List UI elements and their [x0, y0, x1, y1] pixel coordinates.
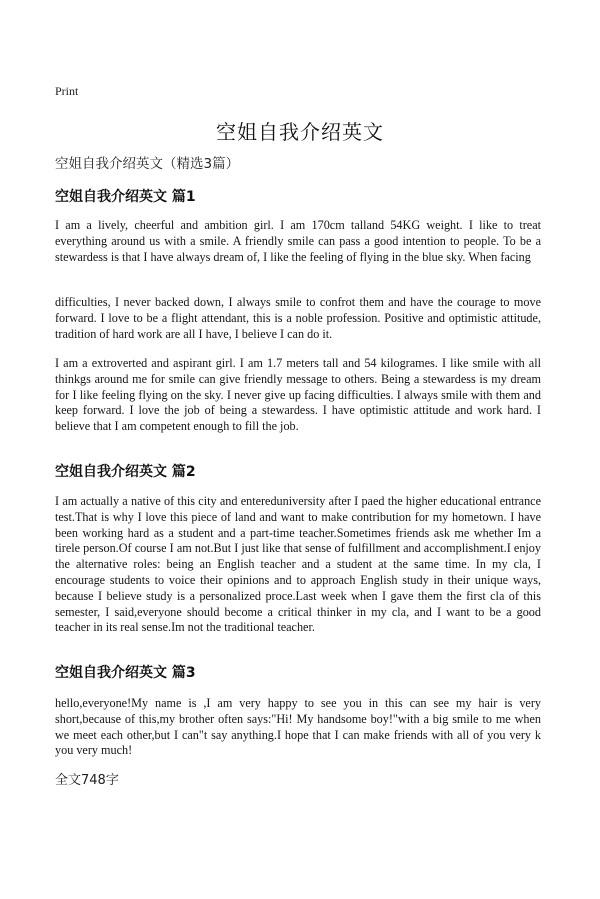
section-heading-1: 空姐自我介绍英文 篇1	[55, 189, 196, 205]
section-1-paragraph-2: difficulties, I never backed down, I always smile to confrot them and have the courage to move forward. I love to be a flight attendant, this is a noble profession. Positive and optimistic attitude, tradition of hard work are all I have, I believe I can do it.	[55, 295, 541, 341]
section-3-paragraph-1: hello,everyone!My name is ,I am very happy to see you in this can see my hair is very short,because of this,my brother often says:"Hi! My handsome boy!"with a big smile to me when we meet each other,but I can"t say anything.I hope that I can make friends with all of you very k you very much!	[55, 696, 541, 758]
section-2-paragraph-1: I am actually a native of this city and entereduniversity after I paed the higher educational entrance test.That is why I love this piece of land and want to make contribution for my hometown. I have been working hard as a student and a part-time teacher.Sometimes friends ask me whether Im a tirele person.Of course I am not.But I just like that sense of fulfillment and accomplishment.I enjoy the alternative roles: being an English teacher and a student at the same time. In my cla, I encourage students to voice their opinions and to approach English study in their unique ways, because I believe study is a personalized proce.Last week when I gave them the first cla of this semester, I said,everyone should become a critical thinker in my cla, and I want to be a good teacher in its real sense.Im not the traditional teacher.	[55, 494, 541, 635]
section-heading-2: 空姐自我介绍英文 篇2	[55, 464, 196, 480]
section-1-paragraph-3: I am a extroverted and aspirant girl. I am 1.7 meters tall and 54 kilogrames. I like smile with all thinkgs around me for smile can give friendly message to others. Being a stewardess is my dream for I like feeling flying on the sky. I never give up facing difficulties. I always smile with them and keep forward. I love the job of being a stewardess. I have optimistic attitude and work hard. I believe that I am competent enough to fill the job.	[55, 356, 541, 434]
document-subtitle: 空姐自我介绍英文（精选3篇）	[55, 156, 240, 172]
page-title: 空姐自我介绍英文	[216, 120, 384, 144]
section-heading-3: 空姐自我介绍英文 篇3	[55, 665, 196, 681]
section-1-paragraph-1: I am a lively, cheerful and ambition girl. I am 170cm talland 54KG weight. I like to treat everything around us with a smile. A friendly smile can pass a good intention to people. To be a stewardess is that I have always dream of, I like the feeling of flying in the blue sky. When facing	[55, 218, 541, 264]
word-count: 全文748字	[55, 773, 119, 788]
print-label: Print	[55, 84, 79, 98]
